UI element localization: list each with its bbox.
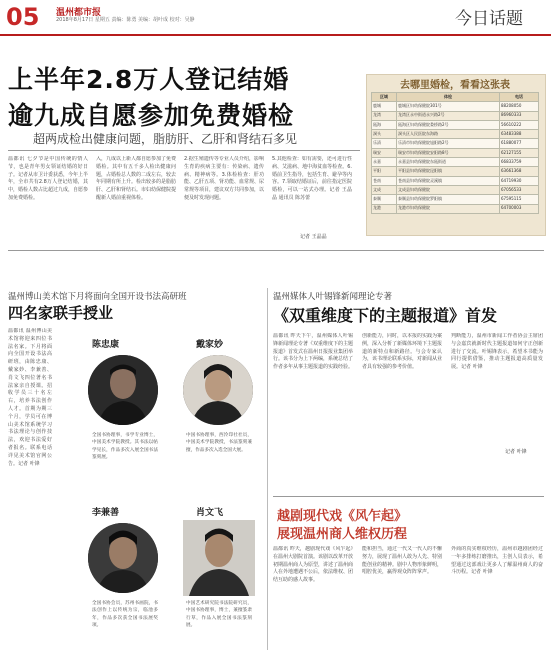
table-header-cell: 区域	[372, 93, 397, 102]
opera-column-2: 能和担当，通过一代又一代人的不懈努力，展现了温州人敢为人先、特别能创业的精神。剧中人物形象鲜明，唱腔优美，赢得观众阵阵掌声。	[362, 546, 442, 576]
table-cell: 龙港市妇幼保健院	[397, 204, 500, 213]
issue-info: 2018年8月17日 星期五 责编：陈勇 美编：胡叶成 校对：吴静	[56, 17, 195, 23]
lead-headline-line2[interactable]: 逾九成自愿参加免费婚检	[8, 101, 295, 130]
artist-name-li: 李兼善	[92, 508, 120, 518]
table-row	[372, 204, 539, 213]
table-cell: 瓯海区妇幼保健院娄桥路2号	[397, 120, 500, 129]
table-header-cell: 电话	[500, 93, 539, 102]
media-headline[interactable]: 《双重维度下的主题报道》首发	[273, 306, 498, 325]
table-cell: 龙港	[372, 204, 397, 213]
table-cell: 洞头区人民医院东海路	[397, 130, 500, 139]
artist-quote-xiao: 中国艺术研究院书法院研究员，中国书协理事，博士，兼擅篆隶行草，作品入展全国书法篆刻展。	[186, 601, 252, 629]
section-divider	[8, 250, 544, 251]
table-cell: 64700003	[500, 204, 539, 213]
opera-column-3: 外商的真实维权经历，温州市越剧团经过一年多排练打磨推出，主创人员表示，希望通过这部戏让更多人了解温州商人的奋斗历程。记者 叶锋	[451, 546, 543, 576]
table-row	[372, 130, 539, 139]
table-cell: 瑞安市妇幼保健院安阳路8号	[397, 148, 500, 157]
table-cell: 瓯海	[372, 120, 397, 129]
table-cell: 龙湾区永中街道永兴路2号	[397, 111, 500, 120]
lead-headline-line1[interactable]: 上半年2.8万人登记结婚	[8, 65, 290, 94]
table-row	[372, 185, 539, 194]
table-cell: 平阳县妇幼保健院昆阳镇	[397, 167, 500, 176]
table-cell: 86960333	[500, 111, 539, 120]
table-row	[372, 148, 539, 157]
table-row	[372, 120, 539, 129]
table-cell: 56610222	[500, 120, 539, 129]
column-divider	[267, 288, 268, 650]
portrait-photo	[88, 523, 158, 593]
artist-quote-chen: 全国书协理事，书学专业博士，中国美术学院教授。其书法以帖学见长，作品多次入展全国书法篆刻展。	[92, 433, 158, 461]
table-row	[372, 176, 539, 185]
table-row	[372, 102, 539, 111]
artist-name-dai: 戴家妙	[196, 340, 224, 350]
media-kicker: 温州媒体人叶锡锋新闻理论专著	[273, 292, 393, 302]
table-cell: 永嘉县妇幼保健院东瓯街道	[397, 158, 500, 167]
venue-table-title: 去哪里婚检，看看这张表	[400, 80, 510, 91]
opera-column-1: 温都讯 昨天，越剧现代戏《风乍起》在温州大剧院首演。该剧以改革开放初期温州商人为原型，讲述了温州商人在外地遭遇不公后，依法维权、团结互助的感人故事。	[273, 546, 353, 584]
artist-name-xiao: 肖文飞	[196, 508, 224, 518]
subhead-rule	[8, 150, 360, 151]
venue-table-body	[372, 102, 539, 214]
lead-byline: 记者 王晶晶	[300, 234, 327, 240]
table-row	[372, 158, 539, 167]
table-cell: 鹿城	[372, 102, 397, 111]
table-row	[372, 111, 539, 120]
table-cell: 泰顺县妇幼保健院罗阳镇	[397, 195, 500, 204]
calligraphy-headline[interactable]: 四名家联手授业	[8, 304, 114, 322]
portrait-chen	[88, 355, 158, 425]
table-cell: 文成县妇幼保健院	[397, 185, 500, 194]
portrait-dai	[183, 355, 253, 425]
portrait-photo	[183, 520, 255, 596]
table-cell: 瑞安	[372, 148, 397, 157]
table-cell: 龙湾	[372, 111, 397, 120]
table-cell: 88208050	[500, 102, 539, 111]
media-column-2: 创新能力，同时，以本报的实践为案例，深入分析了新媒体环境下主题报道的新特点和新路径。与会专家认为，该书理论联系实际，对新闻从业者具有较强的参考价值。	[362, 333, 442, 371]
paper-name: 温州都市报	[56, 8, 102, 18]
table-cell: 63661368	[500, 167, 539, 176]
opera-headline-line2[interactable]: 展现温州商人维权历程	[277, 527, 408, 542]
table-cell: 苍南	[372, 176, 397, 185]
artist-name-chen: 陈忠康	[92, 340, 120, 350]
lead-column-1: 温都讯 七夕节是中国传统的情人节，也是青年男女领证结婚的好日子。记者从市卫计委获悉，今年上半年，全市共有2.8万人登记结婚，其中，婚检人数占比超过九成，自愿参加免费婚检。	[8, 156, 88, 201]
table-cell: 67595115	[500, 195, 539, 204]
lead-column-3: 2.据生殖遗传等专业人员介绍，影响生育的疾病主要有：传染病、遗传病、精神病等。3.体检检查：肝功能、乙肝五项、肾功能、血常规、尿常规等项目，建议双方共同参加，以便及时发现问题。	[184, 156, 264, 201]
media-byline: 记者 叶锋	[505, 449, 527, 455]
table-cell: 洞头	[372, 130, 397, 139]
table-cell: 乐清市妇幼保健院旭阳路2号	[397, 139, 500, 148]
table-row	[372, 167, 539, 176]
table-cell: 永嘉	[372, 158, 397, 167]
table-cell: 63483388	[500, 130, 539, 139]
table-header-row	[372, 93, 539, 102]
artist-quote-li: 全国书协会员，苏州书画院，书法创作上以传统为宗，临池多年，作品多次获全国书法展奖项。	[92, 601, 158, 629]
table-cell: 鹿城区妇幼保健院301号	[397, 102, 500, 111]
portrait-li	[88, 523, 158, 593]
table-cell: 64719930	[500, 176, 539, 185]
lead-column-2: 入，九成以上新人都自愿参加了免费婚检。其中有五千多人检出健康问题，占婚检总人数的二成左右，较去年同期有所上升。检出较多的是脂肪肝、乙肝和肾结石。市妇幼保健院提醒新人婚前重视体检。	[96, 156, 176, 201]
table-cell: 平阳	[372, 167, 397, 176]
opera-headline-line1[interactable]: 越剧现代戏《风乍起》	[277, 509, 408, 524]
lead-subhead: 超两成检出健康问题，脂肪肝、乙肝和肾结石多见	[33, 132, 298, 146]
lead-column-4: 5.其他检查：如有需要，还可进行性病、艾滋病、地中海贫血等检查。6.婚前卫生指导，包括生育、避孕等内容。7.领取结婚证后，前往指定医院婚检，可以一站式办理。记者 王晶晶 通讯员 陈苏蕾	[272, 156, 352, 201]
media-column-3: 判断能力，温州市新闻工作者协会主席团与会嘉宾就新时代主题报道如何守正创新进行了交流。叶锡锋表示，希望本书能为同行提供借鉴，推动主题报道高质量发展。记者 叶锋	[451, 333, 543, 371]
table-cell: 文成	[372, 185, 397, 194]
table-cell: 苍南县妇幼保健院灵溪镇	[397, 176, 500, 185]
table-cell: 62127155	[500, 148, 539, 157]
portrait-photo	[88, 355, 158, 425]
table-row	[372, 139, 539, 148]
page-number: 05	[6, 3, 40, 31]
table-row	[372, 195, 539, 204]
table-cell: 泰顺	[372, 195, 397, 204]
section-divider	[273, 496, 544, 497]
calligraphy-kicker: 温州博山美术馆下月将面向全国开设书法高研班	[8, 292, 187, 302]
portrait-xiao	[183, 520, 255, 596]
calligraphy-lead-text: 温都讯 温州博山美术馆将迎来四位书法名家。下月将面向全国开设书法高研班，由陈忠康、戴家妙、李兼善、肖文飞四位著名书法家亲自授课。招收学员三十名左右，培养书法创作人才。首期为期三个月，学员可在博山美术馆系统学习书法理论与创作技法，欢迎书法爱好者报名。联系电话详见美术馆官网公告。记者 叶锋	[8, 328, 52, 467]
table-cell: 61880077	[500, 139, 539, 148]
media-column-1: 温都讯 昨天下午，温州媒体人叶锡锋新闻理论专著《双重维度下的主题报道》首发式在温州日报报业集团举行。该书分为上下两编，系统总结了作者多年从事主题报道的实践经验。	[273, 333, 353, 371]
table-cell: 67056533	[500, 185, 539, 194]
table-header-cell: 体检	[397, 93, 500, 102]
venue-table	[371, 92, 539, 214]
portrait-photo	[183, 355, 253, 425]
column-title: 今日话题	[455, 9, 523, 29]
table-cell: 乐清	[372, 139, 397, 148]
artist-quote-dai: 中国书协理事，西泠印社社员，中国美术学院教授，书法篆刻兼擅，作品多次入选全国大展。	[186, 433, 252, 453]
table-cell: 66833759	[500, 158, 539, 167]
